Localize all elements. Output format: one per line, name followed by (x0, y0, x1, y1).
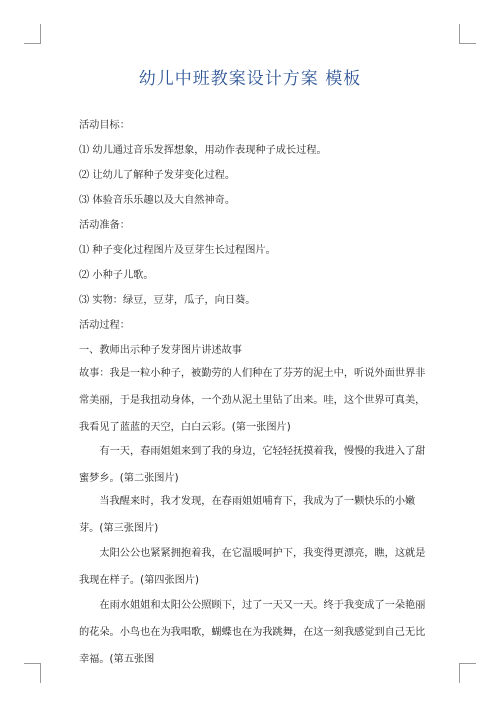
crop-mark-bottom-right-v (459, 663, 460, 683)
story-paragraph-5: 在雨水姐姐和太阳公公照顾下，过了一天又一天。终于我变成了一朵艳丽的花朵。小鸟也在为我唱歌，蝴蝶也在为我跳舞，在这一刻我感觉到自己无比幸福。(第五张图 (79, 600, 426, 665)
goal-item-2: ⑵ 让幼儿了解种子发芽变化过程。 (79, 170, 236, 181)
goal-item-1: ⑴ 幼儿通过音乐发挥想象，用动作表现种子成长过程。 (79, 145, 327, 156)
story-paragraph-3: 当我醒来时，我才发现，在春雨姐姐哺育下，我成为了一颗快乐的小嫩芽。(第三张图片) (79, 496, 416, 534)
section-heading-process: 活动过程： (79, 320, 130, 331)
section-heading-goals: 活动目标： (79, 120, 130, 131)
story-paragraph-1: 故事：我是一粒小种子，被勤劳的人们种在了芬芳的泥土中，听说外面世界非常美丽，于是我扭动身体，一个劲从泥土里钻了出来。哇，这个世界可真美，我看见了蓝蓝的天空，白白云彩。(第一张图片) (79, 368, 426, 433)
goal-item-3: ⑶ 体验音乐乐趣以及大自然神奇。 (79, 195, 236, 206)
story-paragraph-4: 太阳公公也紧紧拥抱着我，在它温暖呵护下，我变得更漂亮，瞧，这就是我现在样子。(第四张图片) (79, 548, 426, 586)
prep-item-1: ⑴ 种子变化过程图片及豆芽生长过程图片。 (79, 245, 276, 256)
prep-item-3: ⑶ 实物：绿豆，豆芽，瓜子，向日葵。 (79, 295, 256, 306)
document-title: 幼儿中班教案设计方案 模板 (138, 69, 362, 89)
crop-mark-bottom-left-h (24, 663, 41, 664)
crop-mark-bottom-right-h (459, 663, 476, 664)
crop-mark-top-left-v (40, 24, 41, 44)
section-heading-preparation: 活动准备： (79, 220, 130, 231)
crop-mark-top-right-h (459, 43, 476, 44)
prep-item-2: ⑵ 小种子儿歌。 (79, 270, 154, 281)
crop-mark-top-left-h (24, 43, 41, 44)
crop-mark-bottom-left-v (40, 663, 41, 683)
story-paragraph-2: 有一天，春雨姐姐来到了我的身边，它轻轻抚摸着我，慢慢的我进入了甜蜜梦乡。(第二张图片) (79, 446, 426, 484)
crop-mark-top-right-v (459, 24, 460, 44)
process-step-1-heading: 一、教师出示种子发芽图片讲述故事 (79, 345, 242, 356)
